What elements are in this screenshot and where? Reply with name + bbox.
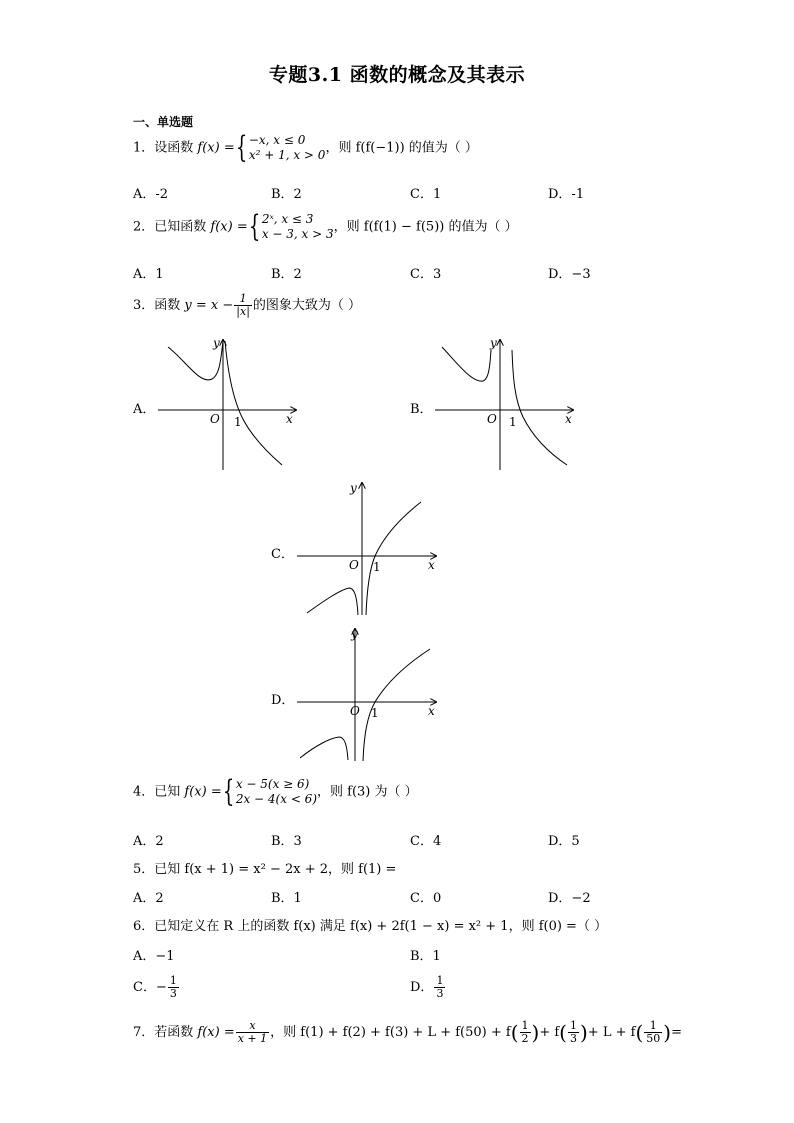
q2-option-b: B．2 [271, 267, 302, 282]
q5-option-c: C．0 [410, 891, 442, 906]
curve-right [363, 649, 430, 761]
q4-tail: ，则 f(3) 为（ ） [317, 784, 418, 800]
q6-option-b: B．1 [410, 949, 441, 964]
section-heading: 一、单选题 [133, 115, 194, 129]
q6-option-a: A．−1 [133, 949, 175, 964]
question-6: 6．已知定义在 R 上的函数 f(x) 满足 f(x) + 2f(1 − x) = x² + 1，则 f(0) =（ ） [133, 919, 608, 934]
q2-option-c: C．3 [410, 267, 442, 282]
x-label: x [565, 412, 572, 426]
q1-cases: −x, x ≤ 0 x² + 1, x > 0 [248, 133, 326, 162]
q1-option-a: A．-2 [133, 187, 169, 202]
q4-option-d: D．5 [548, 834, 580, 849]
q2-cases: 2ˣ, x ≤ 3 x − 3, x > 3 [261, 212, 334, 241]
q1-option-d: D．-1 [548, 187, 585, 202]
q7-lhs: f(x) = [197, 1025, 235, 1040]
q4-option-b: B．3 [271, 834, 302, 849]
y-label: y [213, 336, 220, 350]
q6-option-d: D． $\frac{1}{3}$ [410, 974, 444, 1000]
x-label: x [286, 412, 293, 426]
question-3 [133, 293, 361, 318]
q1-tail: ，则 f(f(−1)) 的值为（ ） [325, 140, 478, 156]
y-label: y [490, 336, 497, 350]
q1-option-b: B．2 [271, 187, 302, 202]
tick-1: 1 [234, 415, 242, 429]
q6-option-c: C．− $\frac{1}{3}$ [133, 974, 177, 1000]
q7-mid: ，则 f(1) + f(2) + f(3) + L + f(50) + f [270, 1025, 511, 1040]
q3-tail: 的图象大致为（ ） [252, 298, 362, 313]
origin-label: O [349, 558, 359, 572]
x-label: x [428, 704, 435, 718]
question-4: 4．已知 f(x) ={ x − 5(x ≥ 6) 2x − 4(x < 6) ，则 f(3) 为（ ） [133, 774, 418, 809]
curve-right [366, 502, 421, 615]
question-7: 7．若函数 f(x) = $\frac{x}{x + 1}$ ，则 f(1) + f(2) + f(3) + L + f(50) + f( $\frac{1}{2}$ )+ f( $\frac{1}{3}$ )+ L + f( $\frac{1}{50}$ )= [133, 1019, 682, 1045]
q3-fraction: $\frac{1}{|x|}$ [236, 292, 250, 318]
q5-option-b: B．1 [271, 891, 302, 906]
q2-option-a: A．1 [133, 267, 164, 282]
tick-1: 1 [373, 560, 381, 574]
tick-1: 1 [371, 706, 379, 720]
q4-cases: x − 5(x ≥ 6) 2x − 4(x < 6) [235, 777, 317, 806]
q7-number: 7．若函数 [133, 1025, 194, 1040]
q2-tail: ，则 f(f(1) − f(5)) 的值为（ ） [333, 219, 518, 235]
q3-lhs: y = x − [184, 298, 234, 313]
graph-c-label: C． [271, 547, 294, 562]
q5-option-a: A．2 [133, 891, 164, 906]
origin-label: O [487, 412, 497, 426]
graph-b-label: B． [410, 402, 433, 417]
q2-option-d: D．−3 [548, 267, 591, 282]
q2-number: 2．已知函数 [133, 219, 207, 235]
curve-left [307, 588, 358, 615]
q1-number: 1．设函数 [133, 140, 194, 156]
graph-d [295, 624, 440, 764]
question-5: 5．已知 f(x + 1) = x² − 2x + 2，则 f(1) = [133, 862, 397, 877]
y-label: y [351, 627, 358, 641]
y-label: y [350, 481, 357, 495]
curve-left [442, 347, 491, 381]
graph-d-label: D． [271, 693, 295, 708]
curve-right [512, 350, 567, 465]
curve-left [300, 737, 348, 760]
q2-lhs: f(x) = [210, 219, 248, 235]
graph-b [427, 335, 577, 475]
graph-a-label: A． [133, 402, 156, 417]
tick-1: 1 [509, 415, 517, 429]
q5-option-d: D．−2 [548, 891, 591, 906]
graph-a [150, 335, 300, 475]
q4-option-c: C．4 [410, 834, 442, 849]
origin-label: O [350, 704, 360, 718]
origin-label: O [210, 412, 220, 426]
question-1: 1．设函数 f(x) ={ −x, x ≤ 0 x² + 1, x > 0 ，则 f(f(−1)) 的值为（ ） [133, 130, 478, 165]
q3-number: 3．函数 [133, 298, 181, 313]
q1-lhs: f(x) = [197, 140, 235, 156]
question-2: 2．已知函数 f(x) ={ 2ˣ, x ≤ 3 x − 3, x > 3 ，则 f(f(1) − f(5)) 的值为（ ） [133, 209, 518, 244]
q4-option-a: A．2 [133, 834, 164, 849]
curve-right [225, 341, 282, 465]
q1-option-c: C．1 [410, 187, 442, 202]
graph-c [295, 478, 440, 618]
x-label: x [428, 558, 435, 572]
page-title: 专题3.1 函数的概念及其表示 [268, 64, 526, 86]
q4-number: 4．已知 [133, 784, 181, 800]
q4-lhs: f(x) = [184, 784, 222, 800]
